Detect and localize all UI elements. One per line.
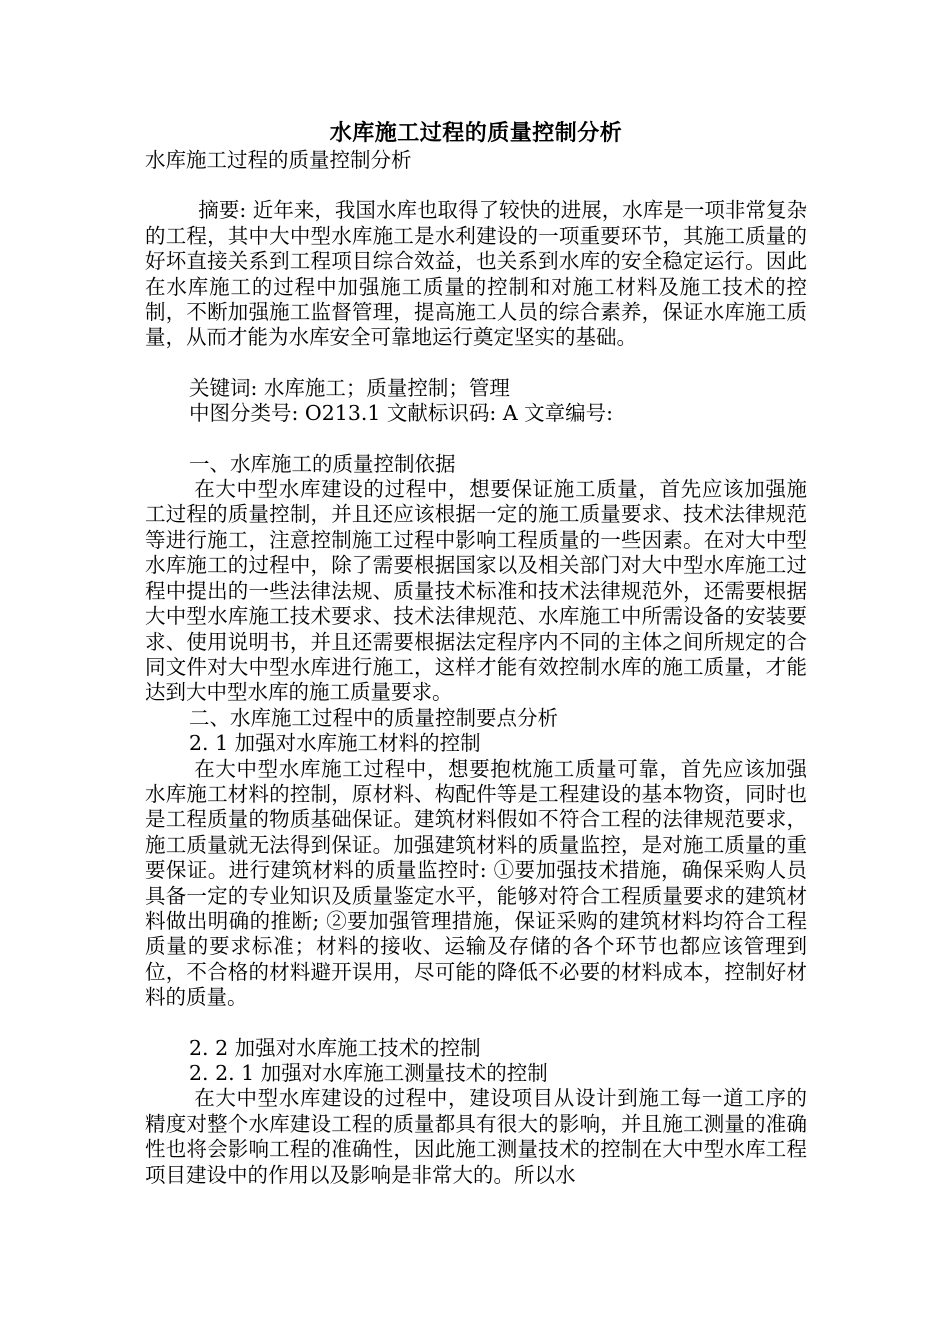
- classification-line: 中图分类号: O213.1 文献标识码: A 文章编号:: [189, 401, 614, 426]
- section-1-body: 在大中型水库建设的过程中，想要保证施工质量，首先应该加强施工过程的质量控制，并且还应该根据一定的施工质量要求、技术法律规范等进行施工，注意控制施工过程中影响工程质量的一些因素。在对大中型水库施工的过程中，除了需要根据国家以及相关部门对大中型水库施工过程中提出的一些法律法规、质量技术标准和技术法律规范外，还需要根据大中型水库施工技术要求、技术法律规范、水库施工中所需设备的安装要求、使用说明书，并且还需要根据法定程序内不同的主体之间所规定的合同文件对大中型水库进行施工，这样才能有效控制水库的施工质量，才能达到大中型水库的施工质量要求。: [145, 477, 807, 705]
- section-2-1-body: 在大中型水库施工过程中，想要抱枕施工质量可靠，首先应该加强水库施工材料的控制，原材料、构配件等是工程建设的基本物资，同时也是工程质量的物质基础保证。建筑材料假如不符合工程的法律规范要求，施工质量就无法得到保证。加强建筑材料的质量监控，是对施工质量的重要保证。进行建筑材料的质量监控时: ①要加强技术措施，确保采购人员具备一定的专业知识及质量鉴定水平，能够对符合工程质量要求的建筑材料做出明确的推断; ②要加强管理措施，保证采购的建筑材料均符合工程质量的要求标准；材料的接收、运输及存储的各个环节也都应该管理到位，不合格的材料避开误用，尽可能的降低不必要的材料成本，控制好材料的质量。: [145, 756, 807, 1010]
- spacer: [145, 173, 807, 198]
- section-2-1-heading: 2. 1 加强对水库施工材料的控制: [189, 731, 481, 756]
- keywords-line: 关键词: 水库施工；质量控制；管理: [189, 375, 510, 400]
- abstract-paragraph: 摘要: 近年来，我国水库也取得了较快的进展，水库是一项非常复杂的工程，其中大中型水库施工是水利建设的一项重要环节，其施工质量的好坏直接关系到工程项目综合效益，也关系到水库的安全稳定运行。因此在水库施工的过程中加强施工质量的控制和对施工材料及施工技术的控制，不断加强施工监督管理，提高施工人员的综合素养，保证水库施工质量，从而才能为水库安全可靠地运行奠定坚实的基础。: [145, 198, 807, 350]
- section-1-heading: 一、水库施工的质量控制依据: [189, 451, 456, 476]
- section-2-heading: 二、水库施工过程中的质量控制要点分析: [189, 705, 558, 730]
- document-title: 水库施工过程的质量控制分析: [329, 120, 623, 146]
- section-2-2-heading: 2. 2 加强对水库施工技术的控制: [189, 1035, 481, 1060]
- spacer: [145, 351, 807, 376]
- document-page: [145, 118, 807, 1188]
- section-2-2-1-body: 在大中型水库建设的过程中，建设项目从设计到施工每一道工序的精度对整个水库建设工程的质量都具有很大的影响，并且施工测量的准确性也将会影响工程的准确性，因此施工测量技术的控制在大中型水库工程项目建设中的作用以及影响是非常大的。所以水: [145, 1086, 807, 1187]
- spacer: [145, 1011, 807, 1036]
- section-2-2-1-heading: 2. 2. 1 加强对水库施工测量技术的控制: [189, 1061, 548, 1085]
- spacer: [145, 427, 807, 452]
- document-subtitle: 水库施工过程的质量控制分析: [145, 148, 412, 172]
